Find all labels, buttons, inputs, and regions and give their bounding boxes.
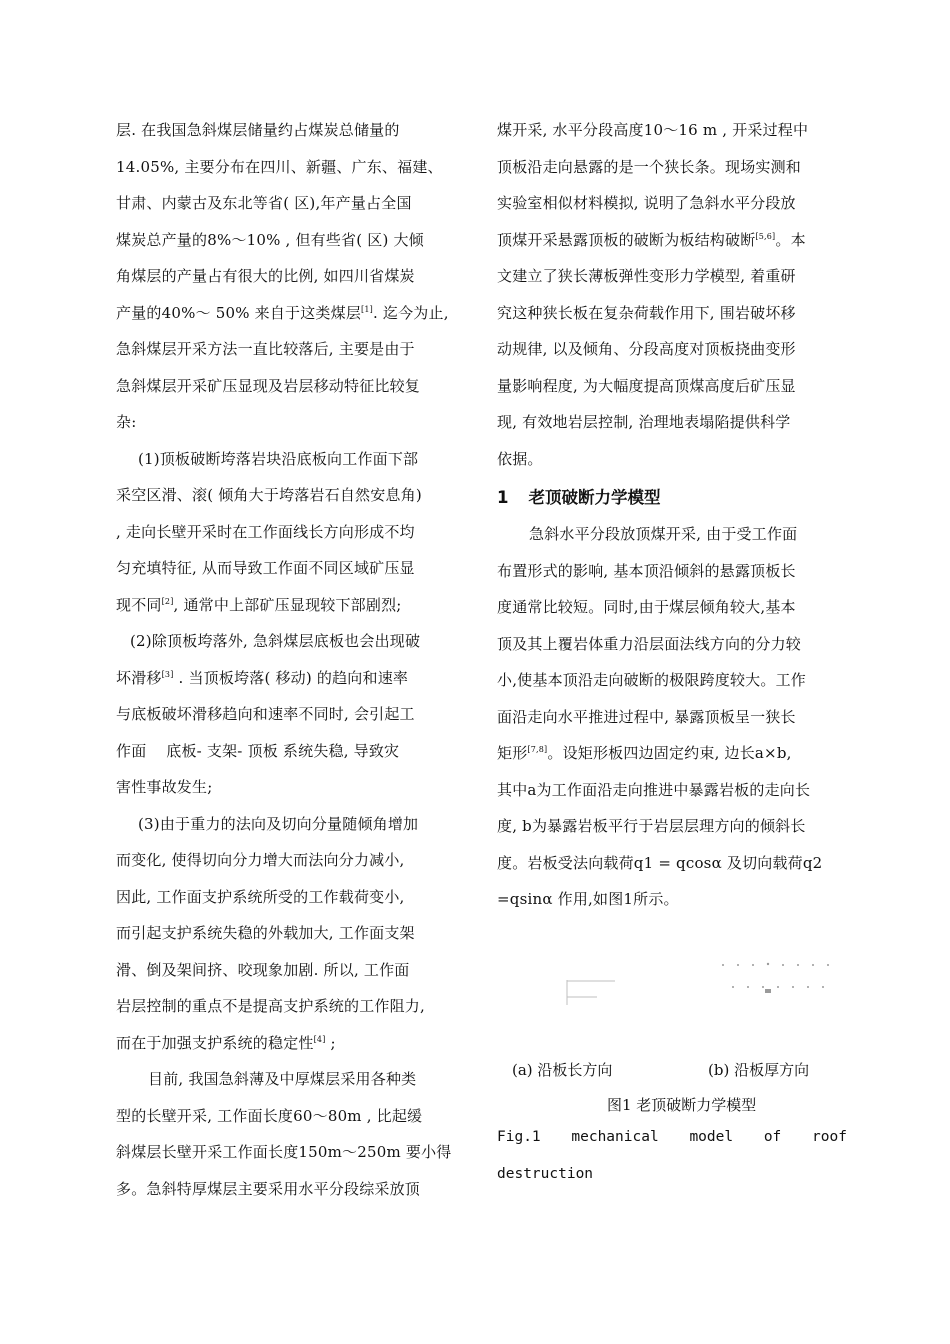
text-line: 作面 底板- 支架- 顶板 系统失稳, 导致灾 <box>116 741 400 760</box>
text-line: 而变化, 使得切向分力增大而法向分力减小, <box>116 851 405 869</box>
text-span: . 迄今为止, <box>372 303 449 322</box>
text-line: 甘肃、内蒙古及东北等省( 区),年产量占全国 <box>116 194 412 212</box>
text-line: 顶及其上覆岩体重力沿层面法线方向的分力较 <box>497 634 802 653</box>
text-line: 害性事故发生; <box>116 778 213 796</box>
english-caption-line: destruction <box>497 1166 594 1182</box>
text-line: 度通常比较短。同时,由于煤层倾角较大,基本 <box>497 598 796 616</box>
text-line: 现, 有效地岩层控制, 治理地表塌陷提供科学 <box>497 413 791 431</box>
text-span: ; <box>325 1033 336 1052</box>
text-line: 采空区滑、滚( 倾角大于垮落岩石自然安息角) <box>116 486 422 504</box>
text-line <box>497 222 847 259</box>
text-line: 煤炭总产量的8%～10% , 但有些省( 区) 大倾 <box>116 230 424 249</box>
figure-1-english-caption <box>497 1123 847 1197</box>
text-line: 究这种狭长板在复杂荷载作用下, 围岩破坏移 <box>497 303 796 322</box>
text-line <box>116 295 462 332</box>
text-line: 其中a为工作面沿走向推进中暴露岩板的走向长 <box>497 780 811 799</box>
text-line: 而引起支护系统失稳的外载加大, 工作面支架 <box>116 924 415 942</box>
text-line: =qsinα 作用,如图1所示。 <box>497 890 679 908</box>
english-caption-line <box>497 1123 847 1160</box>
caption-word: of <box>763 1129 782 1145</box>
text-line: 层. 在我国急斜煤层储量约占煤炭总储量的 <box>116 121 400 139</box>
text-line: 岩层控制的重点不是提高支护系统的工作阻力, <box>116 997 425 1015</box>
citation-ref[interactable]: [2] <box>161 596 174 606</box>
text-line: 量影响程度, 为大幅度提高顶煤高度后矿压显 <box>497 376 796 395</box>
figure-1b-plate-thickness <box>722 963 829 993</box>
citation-ref[interactable]: [4] <box>313 1034 326 1044</box>
text-line: 度, b为暴露岩板平行于岩层层理方向的倾斜长 <box>497 817 806 835</box>
section-title: 老顶破断力学模型 <box>528 488 661 507</box>
citation-ref[interactable]: [1] <box>361 304 373 314</box>
text-line: , 走向长壁开采时在工作面线长方向形成不均 <box>116 522 415 541</box>
text-line: 斜煤层长壁开采工作面长度150m～250m 要小得 <box>116 1143 452 1161</box>
section-heading <box>497 480 660 516</box>
text-line: 滑、倒及架间挤、咬现象加剧. 所以, 工作面 <box>116 960 410 979</box>
citation-ref[interactable]: [3] <box>161 669 174 679</box>
text-line: 布置形式的影响, 基本顶沿倾斜的悬露顶板长 <box>497 561 796 580</box>
figure-1a-caption: (a) 沿板长方向 <box>512 1061 613 1079</box>
caption-word: model <box>689 1129 734 1145</box>
text-line: 角煤层的产量占有很大的比例, 如四川省煤炭 <box>116 267 415 285</box>
text-line: 小,使基本顶沿走向破断的极限跨度较大。工作 <box>497 671 806 689</box>
text-span: 产量的40%～ 50% 来自于这类煤层 <box>116 303 362 322</box>
caption-word: Fig.1 <box>497 1129 541 1145</box>
text-span: 坏滑移 <box>116 668 162 687</box>
text-line: 顶板沿走向悬露的是一个狭长条。现场实测和 <box>497 157 802 176</box>
citation-ref[interactable]: [5,6] <box>755 231 776 241</box>
text-line: 多。急斜特厚煤层主要采用水平分段综采放顶 <box>116 1179 421 1198</box>
text-line: (3)由于重力的法向及切向分量随倾角增加 <box>138 814 419 833</box>
text-span: , 通常中上部矿压显现较下部剧烈; <box>173 595 402 614</box>
text-line: (1)顶板破断垮落岩块沿底板向工作面下部 <box>138 449 419 468</box>
text-line <box>116 1025 462 1062</box>
text-line: 度。岩板受法向载荷q1 = qcosα 及切向载荷q2 <box>497 853 823 872</box>
caption-word: mechanical <box>571 1129 659 1145</box>
text-span: 矩形 <box>497 744 528 762</box>
text-line: (2)除顶板垮落外, 急斜煤层底板也会出现破 <box>130 632 421 650</box>
text-line: 急斜水平分段放顶煤开采, 由于受工作面 <box>529 525 798 543</box>
text-line: 实验室相似材料模拟, 说明了急斜水平分段放 <box>497 194 796 212</box>
figure-1a-plate-length <box>567 980 615 1005</box>
figure-1-caption: 图1 老顶破断力学模型 <box>607 1096 757 1114</box>
text-line: 型的长壁开采, 工作面长度60～80m , 比起缓 <box>116 1106 423 1125</box>
text-span: 。设矩形板四边固定约束, 边长a×b, <box>547 744 792 762</box>
text-line <box>116 660 462 697</box>
text-line: 文建立了狭长薄板弹性变形力学模型, 着重研 <box>497 267 796 285</box>
text-line: 依据。 <box>497 449 543 468</box>
text-line <box>116 587 462 624</box>
text-line: 目前, 我国急斜薄及中厚煤层采用各种类 <box>148 1070 417 1088</box>
text-line: 急斜煤层开采矿压显现及岩层移动特征比较复 <box>116 376 421 395</box>
right-column-section-body <box>497 516 847 918</box>
text-line: 与底板破坏滑移趋向和速率不同时, 会引起工 <box>116 705 415 723</box>
text-line: 杂: <box>116 413 137 431</box>
text-span: 现不同 <box>116 595 162 614</box>
section-number: 1 <box>497 488 509 507</box>
caption-word: roof <box>812 1129 847 1145</box>
text-line: 动规律, 以及倾角、分段高度对顶板挠曲变形 <box>497 340 796 358</box>
text-span: 。本 <box>775 230 806 249</box>
text-span: 而在于加强支护系统的稳定性 <box>116 1033 314 1052</box>
text-line: 匀充填特征, 从而导致工作面不同区域矿压显 <box>116 559 415 577</box>
text-line: 急斜煤层开采方法一直比较落后, 主要是由于 <box>116 340 415 358</box>
figure-1b-caption: (b) 沿板厚方向 <box>708 1061 810 1079</box>
citation-ref[interactable]: [7,8] <box>527 745 548 754</box>
text-line: 面沿走向水平推进过程中, 暴露顶板呈一狭长 <box>497 707 796 726</box>
figure-1-graphic <box>497 945 847 1005</box>
text-line <box>497 735 847 772</box>
text-span: 顶煤开采悬露顶板的破断为板结构破断 <box>497 230 756 249</box>
text-line: 因此, 工作面支护系统所受的工作载荷变小, <box>116 887 405 906</box>
right-column <box>497 112 847 477</box>
text-line: 14.05%, 主要分布在四川、新疆、广东、福建、 <box>116 157 443 176</box>
left-column <box>116 112 462 1207</box>
text-span: . 当顶板垮落( 移动) 的趋向和速率 <box>173 668 409 687</box>
text-line: 煤开采, 水平分段高度10～16 m , 开采过程中 <box>497 121 809 139</box>
figure-1-diagrams <box>497 945 847 1005</box>
